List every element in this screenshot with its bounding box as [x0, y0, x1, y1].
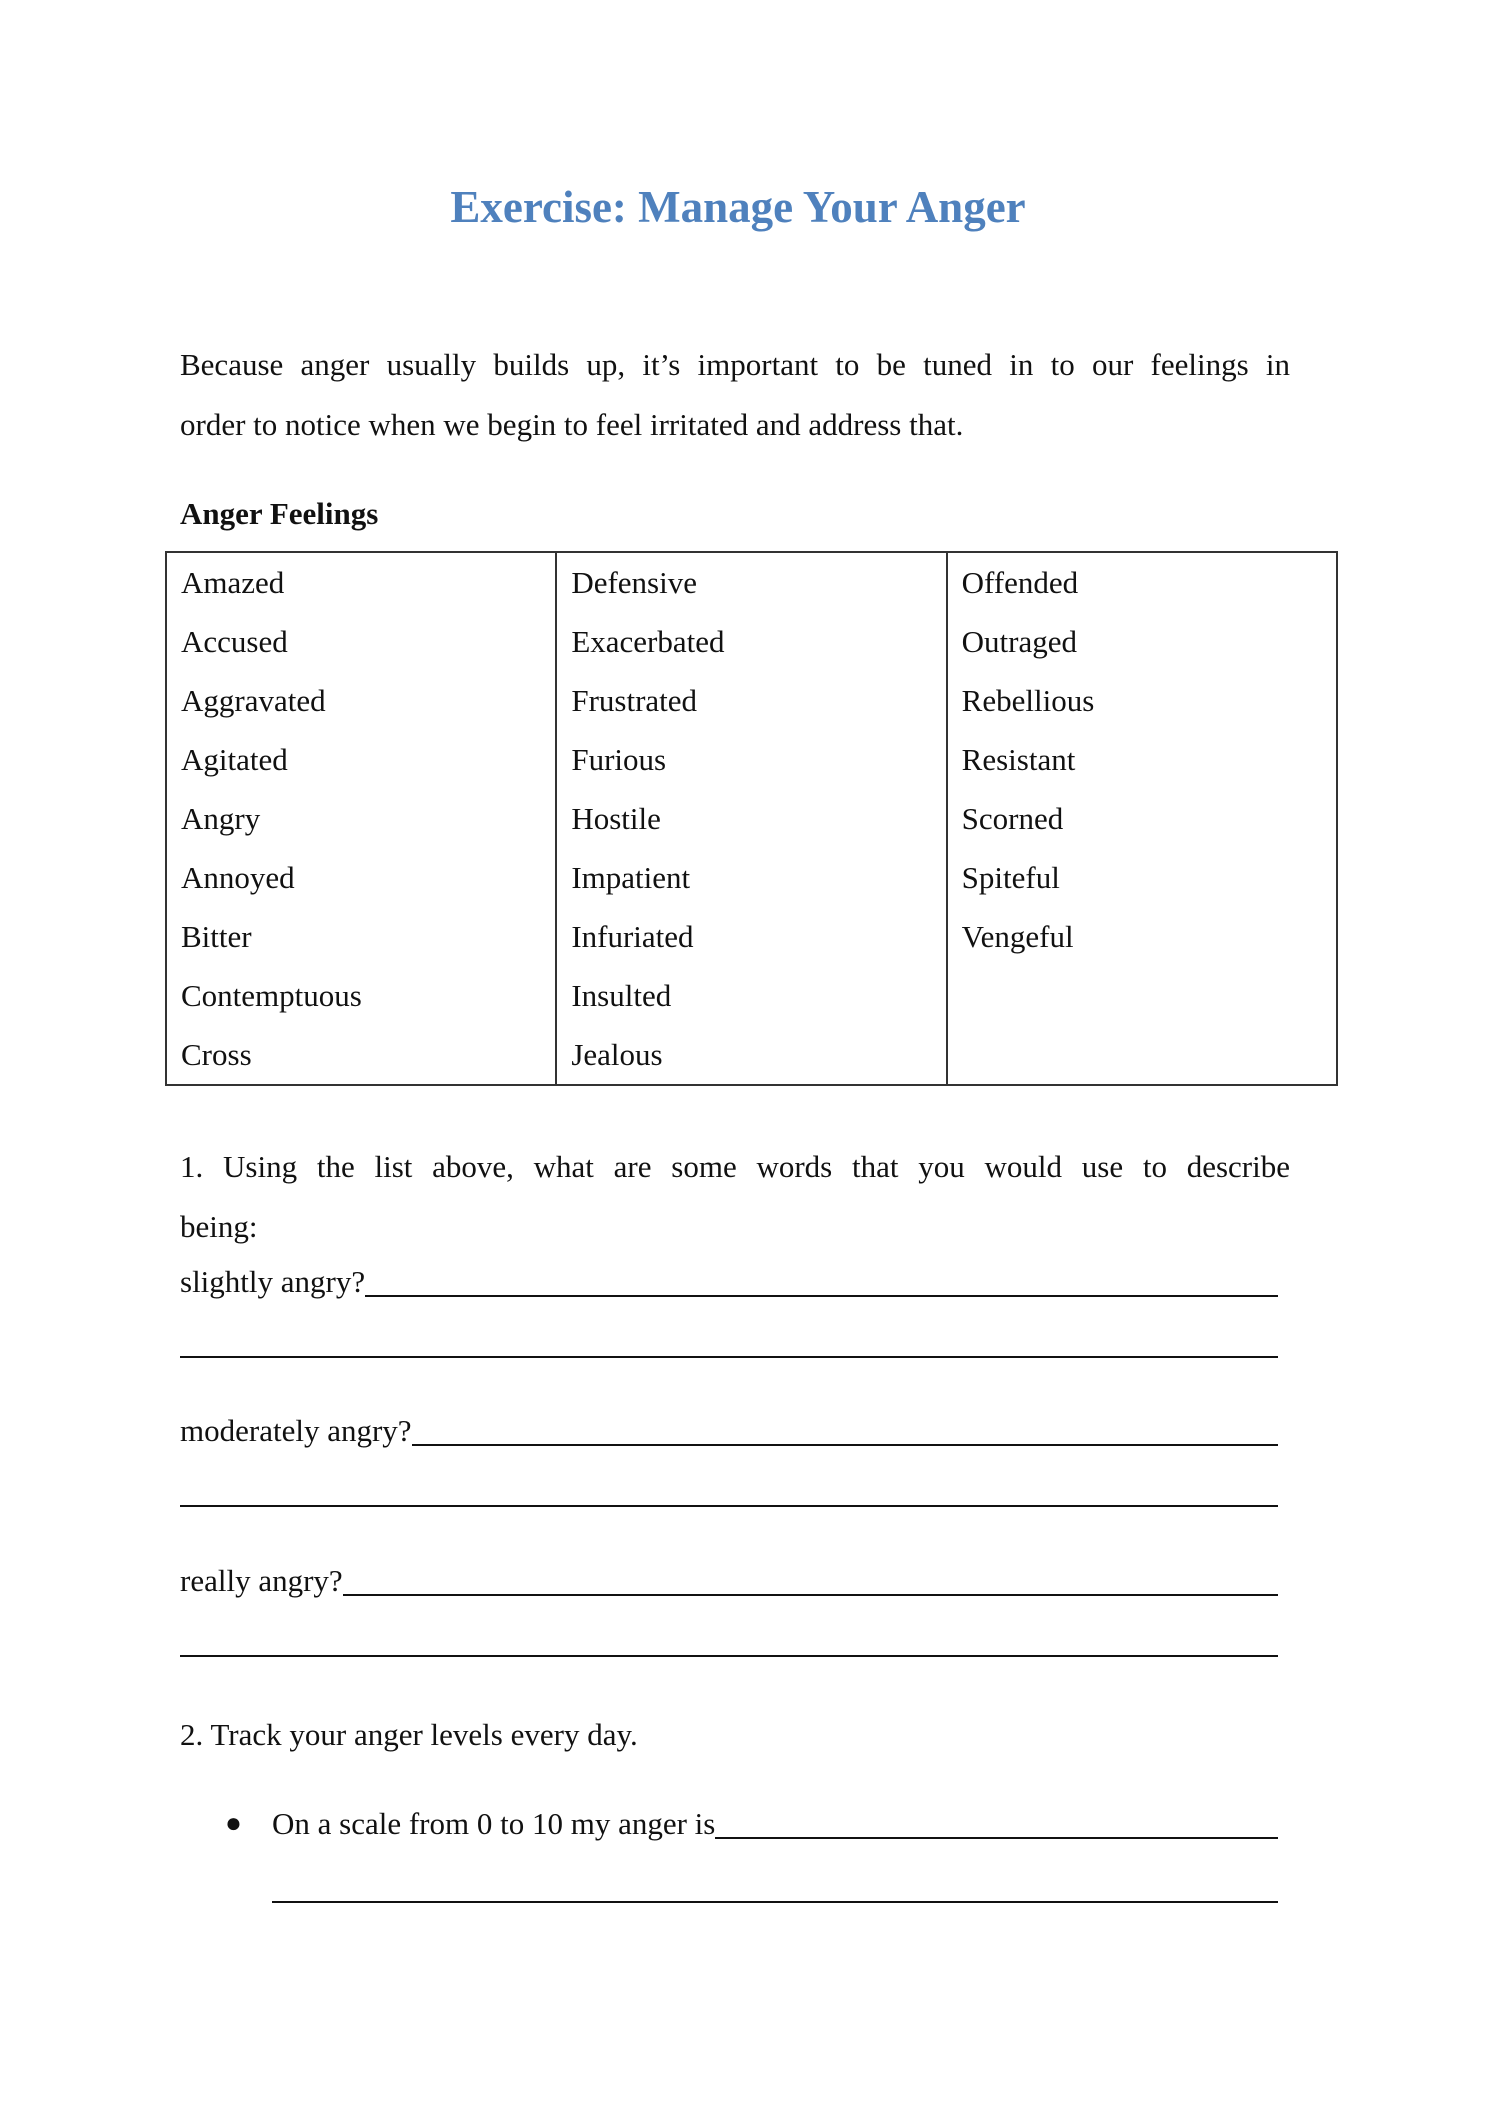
really-angry-answer-line[interactable] [343, 1564, 1278, 1596]
slightly-angry-row [180, 1262, 1278, 1302]
feeling-word: Vengeful [961, 919, 1074, 954]
feeling-word: Spiteful [961, 860, 1060, 895]
slightly-angry-answer-line[interactable] [365, 1265, 1278, 1297]
feeling-word: Frustrated [571, 683, 698, 718]
moderately-angry-answer-line-2[interactable] [180, 1505, 1278, 1507]
page-title: Exercise: Manage Your Anger [450, 182, 1026, 232]
anger-feelings-heading: Anger Feelings [180, 496, 379, 531]
feeling-word: Bitter [181, 919, 252, 954]
feeling-word: Impatient [571, 860, 691, 895]
slightly-angry-prompt: slightly angry? [180, 1264, 366, 1299]
feeling-word: Annoyed [181, 860, 295, 895]
question-1-line-1: 1. Using the list above, what are some words that you would use to describe [180, 1149, 1290, 1184]
intro-line-1: Because anger usually builds up, it’s important to be tuned in to our feelings in [180, 347, 1290, 382]
anger-scale-answer-line[interactable] [715, 1807, 1278, 1839]
anger-scale-answer-line-2[interactable] [272, 1901, 1278, 1903]
really-angry-prompt: really angry? [180, 1563, 343, 1598]
question-1 [180, 1137, 1290, 1257]
feeling-word: Aggravated [181, 683, 326, 718]
bullet-icon: ● [225, 1808, 242, 1839]
anger-scale-prompt: On a scale from 0 to 10 my anger is [272, 1806, 716, 1841]
feelings-column-1 [167, 553, 557, 1084]
feeling-word: Angry [181, 801, 261, 836]
feeling-word: Exacerbated [571, 624, 725, 659]
feelings-column-3 [948, 553, 1336, 1084]
feeling-word: Contemptuous [181, 978, 362, 1013]
feeling-word: Furious [571, 742, 667, 777]
feeling-word: Insulted [571, 978, 672, 1013]
feeling-word: Scorned [961, 801, 1064, 836]
feeling-word: Offended [961, 565, 1079, 600]
feeling-word: Cross [181, 1037, 252, 1072]
feeling-word: Outraged [961, 624, 1077, 659]
feeling-word: Accused [181, 624, 288, 659]
question-1-line-2: being: [180, 1209, 258, 1244]
feeling-word: Amazed [181, 565, 285, 600]
feeling-word: Defensive [571, 565, 697, 600]
anger-scale-row [225, 1804, 1278, 1844]
moderately-angry-prompt: moderately angry? [180, 1413, 412, 1448]
feeling-word: Agitated [181, 742, 288, 777]
feelings-column-2 [557, 553, 947, 1084]
really-angry-row [180, 1561, 1278, 1601]
feeling-word: Jealous [571, 1037, 663, 1072]
feeling-word: Hostile [571, 801, 661, 836]
intro-line-2: order to notice when we begin to feel irritated and address that. [180, 407, 964, 442]
feeling-word: Resistant [961, 742, 1076, 777]
intro-paragraph [180, 335, 1290, 455]
moderately-angry-answer-line[interactable] [412, 1414, 1278, 1446]
feeling-word: Infuriated [571, 919, 694, 954]
really-angry-answer-line-2[interactable] [180, 1655, 1278, 1657]
feeling-word: Rebellious [961, 683, 1095, 718]
slightly-angry-answer-line-2[interactable] [180, 1356, 1278, 1358]
moderately-angry-row [180, 1411, 1278, 1451]
question-2: 2. Track your anger levels every day. [180, 1717, 638, 1752]
anger-feelings-table [165, 551, 1338, 1086]
